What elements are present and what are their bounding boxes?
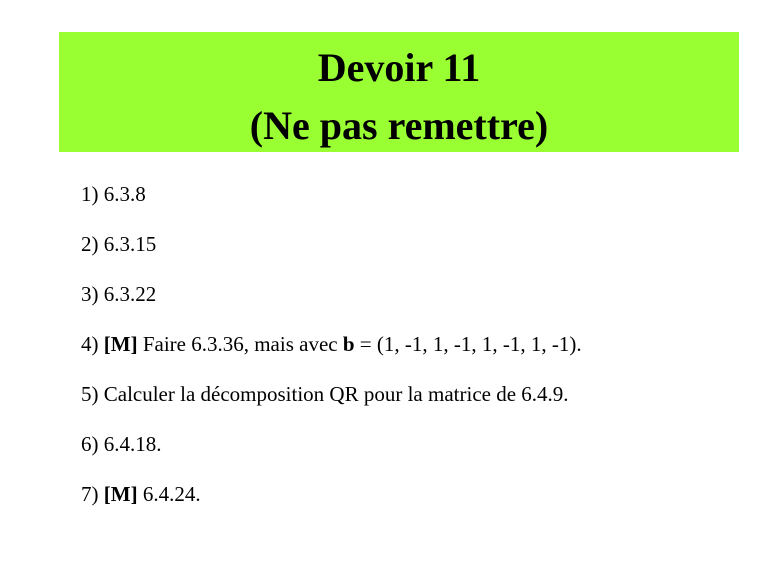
- title-banner: [59, 32, 739, 152]
- exercise-item-6: [81, 425, 582, 475]
- exercise-item-7-text: 6.4.24.: [137, 482, 201, 506]
- exercise-item-4-number: 4): [81, 332, 104, 356]
- exercise-item-3-text: 3) 6.3.22: [81, 282, 157, 306]
- exercise-item-5: [81, 375, 582, 425]
- matlab-tag: [M]: [103, 332, 138, 356]
- exercise-list: [81, 175, 582, 525]
- exercise-item-1-text: 1) 6.3.8: [81, 182, 146, 206]
- exercise-item-2: [81, 225, 582, 275]
- title-line-1: Devoir 11: [317, 45, 481, 90]
- exercise-item-4: [81, 325, 582, 375]
- exercise-item-4-text: Faire 6.3.36, mais avec: [137, 332, 343, 356]
- exercise-item-7-number: 7): [81, 482, 104, 506]
- title-line-2: (Ne pas remettre): [249, 103, 549, 148]
- exercise-item-7: [81, 475, 582, 525]
- matlab-tag: [M]: [103, 482, 138, 506]
- exercise-item-1: [81, 175, 582, 225]
- exercise-item-6-text: 6) 6.4.18.: [81, 432, 162, 456]
- exercise-item-2-text: 2) 6.3.15: [81, 232, 157, 256]
- exercise-item-3: [81, 275, 582, 325]
- vector-b-symbol: b: [342, 332, 355, 356]
- exercise-item-5-text: 5) Calculer la décomposition QR pour la matrice de 6.4.9.: [81, 382, 569, 406]
- exercise-item-4-vector: = (1, -1, 1, -1, 1, -1, 1, -1).: [354, 332, 582, 356]
